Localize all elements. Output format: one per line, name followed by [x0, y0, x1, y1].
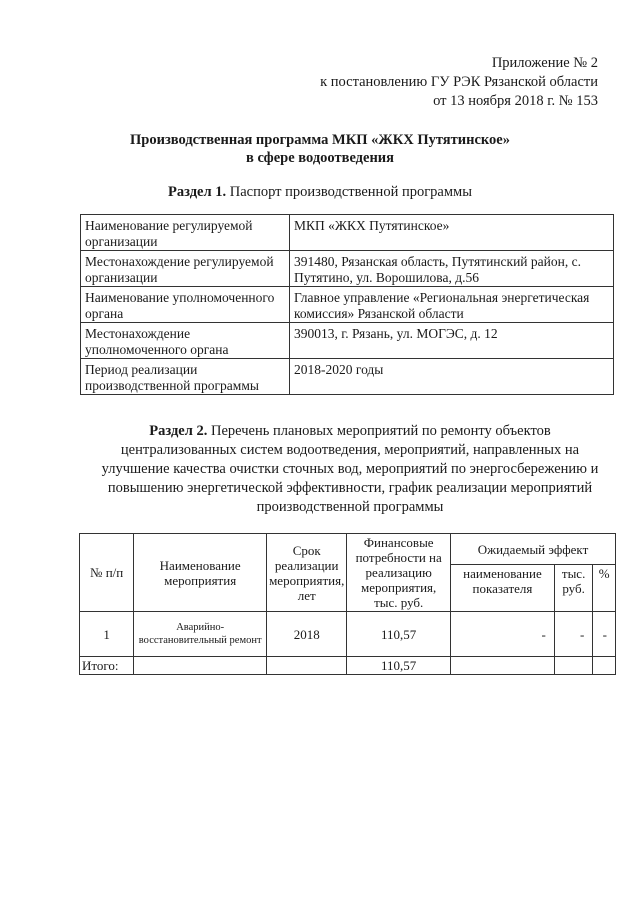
passport-value: 390013, г. Рязань, ул. МОГЭС, д. 12	[290, 323, 614, 359]
table-row	[81, 323, 614, 359]
header-finance: Финансовые потребности на реализацию мероприятия, тыс. руб.	[347, 534, 451, 612]
section2-label: Раздел 2.	[149, 423, 208, 439]
header-rub: тыс. руб.	[554, 565, 592, 612]
row-rub: -	[554, 612, 592, 657]
empty-cell	[134, 657, 267, 675]
row-name: Аварийно-восстановительный ремонт	[134, 612, 267, 657]
header-name: Наименование мероприятия	[134, 534, 267, 612]
section1-heading	[0, 183, 640, 201]
passport-key: Местонахождение регулируемой организации	[81, 251, 290, 287]
table-row	[81, 215, 614, 251]
section1-text: Паспорт производственной программы	[226, 184, 472, 200]
section2-heading	[95, 422, 605, 517]
table-header-row	[80, 534, 616, 565]
passport-value: МКП «ЖКХ Путятинское»	[290, 215, 614, 251]
row-finance: 110,57	[347, 612, 451, 657]
passport-key: Наименование регулируемой организации	[81, 215, 290, 251]
total-finance: 110,57	[347, 657, 451, 675]
header-effect: Ожидаемый эффект	[451, 534, 616, 565]
document-title	[0, 131, 640, 167]
events-table	[79, 533, 616, 675]
appendix-resolution: к постановлению ГУ РЭК Рязанской области	[320, 74, 598, 90]
row-num: 1	[80, 612, 134, 657]
section2-text: Перечень плановых мероприятий по ремонту объектов централизованных систем водоотведения, мероприятий, направленных на улучшение качества очистки сточных вод, мероприятий по энергосбережению и повышению энергетической эффективности, график реализации мероприятий производственной программы	[101, 423, 599, 515]
header-num: № п/п	[80, 534, 134, 612]
passport-table	[80, 214, 614, 395]
table-row	[80, 612, 616, 657]
row-indicator: -	[451, 612, 555, 657]
empty-cell	[267, 657, 347, 675]
header-indicator: наименование показателя	[451, 565, 555, 612]
empty-cell	[593, 657, 616, 675]
empty-cell	[451, 657, 555, 675]
empty-cell	[554, 657, 592, 675]
table-row	[81, 251, 614, 287]
document-title-line2: в сфере водоотведения	[245, 150, 395, 166]
passport-key: Наименование уполномоченного органа	[81, 287, 290, 323]
passport-key: Местонахождение уполномоченного органа	[81, 323, 290, 359]
passport-key: Период реализации производственной программы	[81, 359, 290, 395]
header-percent: %	[593, 565, 616, 612]
table-total-row	[80, 657, 616, 675]
passport-value: Главное управление «Региональная энергетическая комиссия» Рязанской области	[290, 287, 614, 323]
passport-value: 2018-2020 годы	[290, 359, 614, 395]
appendix-block	[320, 54, 598, 111]
table-row	[81, 287, 614, 323]
section1-label: Раздел 1.	[168, 184, 227, 200]
total-label: Итого:	[80, 657, 134, 675]
header-term: Срок реализации мероприятия, лет	[267, 534, 347, 612]
passport-value: 391480, Рязанская область, Путятинский район, с. Путятино, ул. Ворошилова, д.56	[290, 251, 614, 287]
document-title-line1: Производственная программа МКП «ЖКХ Путятинское»	[130, 132, 510, 148]
row-percent: -	[593, 612, 616, 657]
appendix-title: Приложение № 2	[491, 55, 598, 71]
row-term: 2018	[267, 612, 347, 657]
table-row	[81, 359, 614, 395]
appendix-date: от 13 ноября 2018 г. № 153	[433, 93, 598, 109]
